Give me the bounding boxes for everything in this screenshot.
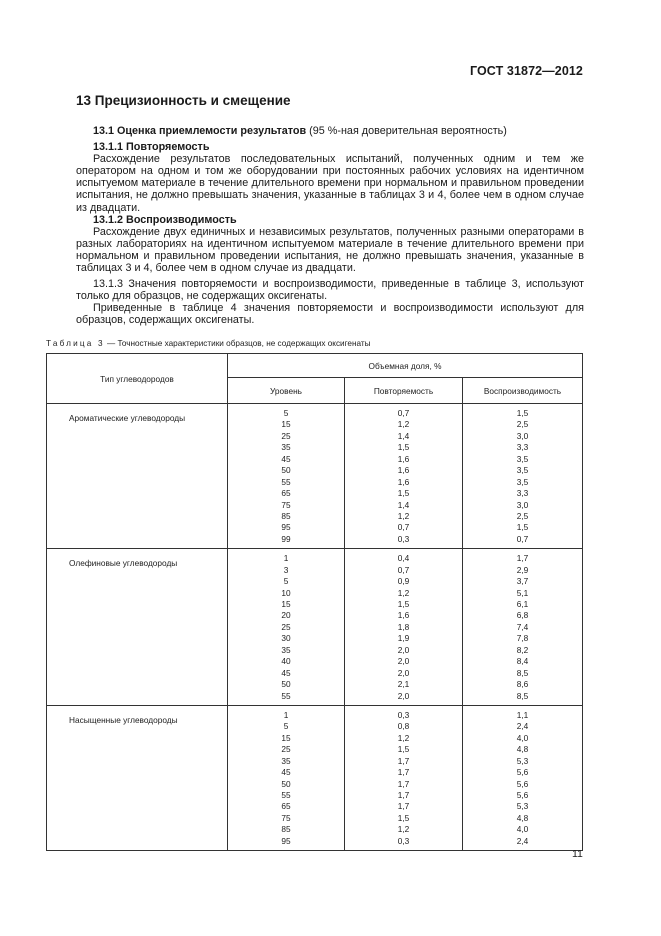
table-row — [47, 549, 583, 706]
table-cell: 1,7 — [397, 790, 410, 800]
table-cell: 3,5 — [516, 465, 529, 476]
table-cell: 0,3 — [397, 835, 410, 846]
table-cell: 0,7 — [516, 533, 529, 544]
document-code: ГОСТ 31872—2012 — [469, 64, 583, 78]
table-cell: 3 — [283, 564, 289, 575]
table-cell: 75 — [281, 499, 291, 510]
table-cell: 1,2 — [397, 732, 410, 743]
table-cell: 1,5 — [516, 408, 529, 418]
table-cell: 85 — [281, 510, 291, 521]
table-cell: 1,8 — [397, 621, 410, 632]
table-cell: 6,1 — [516, 599, 529, 609]
table-cell: 1,5 — [516, 522, 529, 533]
paragraph-13-1-3: 13.1.3 Значения повторяемости и воспроизводимости, приведенные в таблице 3, используют только для образцов, не содержащих оксигенаты. — [76, 278, 584, 303]
table-cell: 7,8 — [516, 633, 529, 644]
table-cell: 8,5 — [516, 690, 529, 701]
table-cell: 8,5 — [516, 667, 529, 678]
precision-table — [46, 353, 583, 851]
table-cell: 1,5 — [397, 488, 410, 499]
table-cell: 35 — [281, 442, 291, 453]
reproducibility-values — [463, 705, 583, 850]
table-cell: 1,7 — [516, 553, 529, 564]
page-number: 11 — [572, 848, 583, 860]
table-cell: 1,1 — [516, 709, 529, 720]
table-cell: 1,7 — [397, 801, 410, 812]
table-cell: 2,1 — [397, 679, 410, 690]
header-repeatability: Повторяемость — [345, 378, 463, 404]
table-cell: 1,7 — [397, 778, 410, 789]
table-cell: 50 — [281, 778, 291, 789]
table-cell: 5,3 — [516, 801, 529, 812]
reproducibility-values — [463, 549, 583, 706]
table-cell: 1,4 — [397, 499, 410, 510]
table-cell: 55 — [281, 790, 291, 800]
paragraph-reproducibility: Расхождение двух единичных и независимых результатов, полученных разными операторами в разных лабораториях на идентичном испытуемом материале в течение длительного времени при нормальном и правильном проведении испытания, не должно превышать значения, указанные в таблицах 3 и 4, более чем в одном случае из двадцати. — [76, 225, 584, 275]
table-cell: 45 — [281, 453, 291, 464]
table-cell: 1,6 — [397, 465, 410, 476]
header-level: Уровень — [228, 378, 345, 404]
paragraph-repeatability: Расхождение результатов последовательных испытаний, полученных одним и тем же оператором на одном и том же оборудовании при постоянных рабочих условиях на идентичном испытуемом материале в течение длительного времени при нормальном и правильном проведении испытания, не должно превышать значения, указанные в таблицах 3 и 4, более чем в одном случае из двадцати. — [76, 153, 584, 214]
table-cell: 2,4 — [516, 835, 529, 846]
table-cell: 5,1 — [516, 587, 529, 598]
level-values — [228, 549, 345, 706]
level-values — [228, 705, 345, 850]
body-text — [76, 125, 584, 327]
table-cell: 2,4 — [516, 721, 529, 732]
table-cell: 1,5 — [397, 442, 410, 453]
table-cell: 1,2 — [397, 419, 410, 430]
table-cell: 1,6 — [397, 453, 410, 464]
table-cell: 5,6 — [516, 790, 529, 800]
subsection-13-1-suffix: (95 %-ная доверительная вероятность) — [306, 125, 507, 137]
table-cell: 6,8 — [516, 610, 529, 621]
table-cell: 1 — [283, 709, 289, 720]
level-values — [228, 404, 345, 549]
section-title: 13 Прецизионность и смещение — [76, 93, 291, 108]
repeatability-values — [345, 404, 463, 549]
table-cell: 5,3 — [516, 755, 529, 766]
table-cell: 5 — [283, 721, 289, 732]
table-cell: 1,5 — [397, 744, 410, 755]
table-cell: 2,9 — [516, 564, 529, 575]
table-cell: 1,2 — [397, 587, 410, 598]
subsection-13-1-label: 13.1 Оценка приемлемости результатов — [93, 125, 307, 137]
hydrocarbon-group-name: Насыщенные углеводороды — [47, 705, 228, 850]
table-cell: 65 — [281, 488, 291, 499]
table-cell: 25 — [281, 621, 291, 632]
table-cell: 4,0 — [516, 732, 529, 743]
header-hydrocarbon-type: Тип углеводородов — [47, 354, 228, 404]
table-cell: 3,5 — [516, 476, 529, 487]
table-cell: 2,5 — [516, 510, 529, 521]
table-row — [47, 404, 583, 549]
table-cell: 1,9 — [397, 633, 410, 644]
table-cell: 5,6 — [516, 778, 529, 789]
table-cell: 65 — [281, 801, 291, 812]
table-cell: 3,5 — [516, 453, 529, 464]
table-cell: 15 — [281, 599, 291, 609]
table-cell: 95 — [281, 835, 291, 846]
hydrocarbon-group-name: Ароматические углеводороды — [47, 404, 228, 549]
table-cell: 50 — [281, 679, 291, 690]
subsection-13-1-heading — [76, 125, 584, 137]
table-cell: 0,8 — [397, 721, 410, 732]
table-cell: 3,3 — [516, 442, 529, 453]
table-cell: 3,0 — [516, 430, 529, 441]
table-cell: 8,2 — [516, 644, 529, 655]
table-cell: 75 — [281, 812, 291, 823]
subsection-13-1-1-heading: 13.1.1 Повторяемость — [93, 141, 210, 154]
table-cell: 1,2 — [397, 824, 410, 835]
table-cell: 2,0 — [397, 690, 410, 701]
table-cell: 2,0 — [397, 656, 410, 667]
table-cell: 35 — [281, 755, 291, 766]
table-cell: 3,7 — [516, 576, 529, 587]
table-cell: 1,4 — [397, 430, 410, 441]
table-cell: 4,8 — [516, 744, 529, 755]
table-cell: 0,7 — [397, 522, 410, 533]
table-body — [47, 404, 583, 851]
table-cell: 15 — [281, 732, 291, 743]
table-cell: 5,6 — [516, 767, 529, 778]
table-cell: 85 — [281, 824, 291, 835]
table-row — [47, 705, 583, 850]
table-cell: 30 — [281, 633, 291, 644]
table-cell: 2,0 — [397, 667, 410, 678]
table-cell: 25 — [281, 744, 291, 755]
table-cell: 50 — [281, 465, 291, 476]
table-cell: 1,6 — [397, 476, 410, 487]
repeatability-values — [345, 705, 463, 850]
table-cell: 1,2 — [397, 510, 410, 521]
table-cell: 5 — [283, 576, 289, 587]
header-reproducibility: Воспроизводимость — [463, 378, 583, 404]
table-cell: 55 — [281, 476, 291, 487]
table-cell: 0,7 — [397, 408, 410, 418]
table-cell: 45 — [281, 667, 291, 678]
table-cell: 95 — [281, 522, 291, 533]
table-cell: 7,4 — [516, 621, 529, 632]
table-cell: 20 — [281, 610, 291, 621]
subsection-13-1-2-heading: 13.1.2 Воспроизводимость — [93, 213, 237, 226]
table-cell: 40 — [281, 656, 291, 667]
table-cell: 8,6 — [516, 679, 529, 690]
table-caption-text: — Точностные характеристики образцов, не содержащих оксигенаты — [104, 339, 371, 348]
table-cell: 15 — [281, 419, 291, 430]
table-caption-label: Таблица 3 — [46, 339, 105, 348]
table-cell: 1,7 — [397, 767, 410, 778]
header-volume-fraction: Объемная доля, % — [228, 354, 583, 378]
paragraph-table-4-note: Приведенные в таблице 4 значения повторяемости и воспроизводимости используют для образцов, содержащих оксигенаты. — [76, 302, 584, 327]
table-cell: 3,3 — [516, 488, 529, 499]
table-cell: 1,7 — [397, 755, 410, 766]
table-cell: 35 — [281, 644, 291, 655]
table-cell: 2,0 — [397, 644, 410, 655]
table-cell: 4,8 — [516, 812, 529, 823]
table-cell: 0,4 — [397, 553, 410, 564]
table-cell: 0,7 — [397, 564, 410, 575]
table-cell: 25 — [281, 430, 291, 441]
table-cell: 45 — [281, 767, 291, 778]
table-cell: 1 — [283, 553, 289, 564]
table-cell: 99 — [281, 533, 291, 544]
table-cell: 0,3 — [397, 533, 410, 544]
reproducibility-values — [463, 404, 583, 549]
table-cell: 4,0 — [516, 824, 529, 835]
table-cell: 1,5 — [397, 599, 410, 609]
table-cell: 2,5 — [516, 419, 529, 430]
table-cell: 5 — [283, 408, 289, 418]
table-cell: 1,5 — [397, 812, 410, 823]
hydrocarbon-group-name: Олефиновые углеводороды — [47, 549, 228, 706]
table-cell: 0,3 — [397, 709, 410, 720]
repeatability-values — [345, 549, 463, 706]
table-cell: 0,9 — [397, 576, 410, 587]
table-cell: 10 — [281, 587, 291, 598]
table-caption — [46, 339, 371, 348]
table-cell: 1,6 — [397, 610, 410, 621]
table-cell: 55 — [281, 690, 291, 701]
table-cell: 8,4 — [516, 656, 529, 667]
table-cell: 3,0 — [516, 499, 529, 510]
